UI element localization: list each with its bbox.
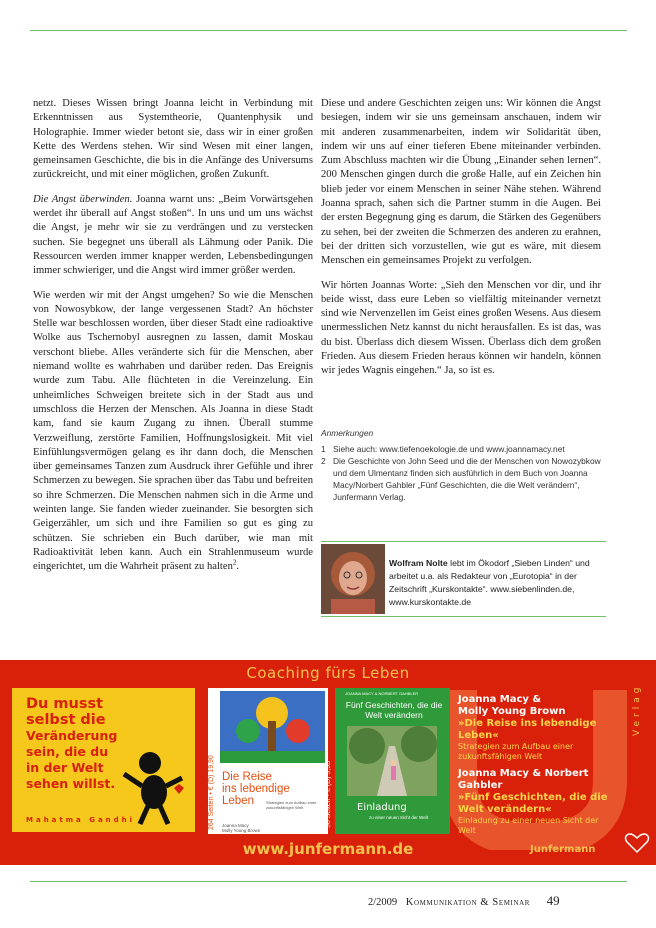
divider bbox=[321, 616, 606, 617]
book-cover-photo bbox=[347, 726, 437, 796]
note-number: 2 bbox=[321, 456, 326, 466]
left-column bbox=[33, 97, 313, 575]
book-spine-text: 264 Seiten • € (D) 19,90 bbox=[208, 755, 215, 830]
book-authors: Joanna Macy Molly Young Brown bbox=[222, 823, 261, 833]
paragraph bbox=[33, 289, 313, 575]
author-box bbox=[321, 541, 606, 617]
paragraph-lead: Die Angst überwinden. bbox=[33, 193, 133, 205]
book-title-line: Die Reise bbox=[222, 771, 272, 783]
paragraph-end: . bbox=[236, 561, 240, 573]
book-title: Fünf Geschichten, die die Welt verändern bbox=[345, 700, 443, 720]
author-photo bbox=[321, 544, 385, 614]
paragraph: Wir hörten Joannas Worte: „Sieh den Menschen vor dir, und ihr beide wisst, dass eure Leben so vielfältig miteinander vernetzt sind wie Nervenzellen im Geist eines großen Wesens. Aus diesem unermesslichen Netz kannst du nicht herausfallen. Es ist das, was du bist. Überlass dich diesem Wissen. Überlass dich dem großen Frieden. Aus diesem Frieden heraus können wir handeln, können wir jedes Wagnis eingehen.“ Ja, so ist es. bbox=[321, 279, 601, 377]
note-text: Die Geschichte von John Seed und die der Menschen von Nowozybkow und dem Ulmentanz finden sich ausführlich in dem Buch von Joanna Macy/Norbert Gahbler „Fünf Geschichten, die die Welt verändern“, Junfermann Verlag. bbox=[333, 456, 601, 502]
page-number: 49 bbox=[546, 893, 560, 908]
book-title: »Die Reise ins lebendige Leben« bbox=[458, 718, 597, 741]
book-subtitle: Einladung zu einer neuen Sicht der Welt bbox=[458, 816, 599, 835]
issue-number: 2/2009 bbox=[368, 897, 398, 908]
page-footer bbox=[368, 893, 560, 909]
ad-brand: Junfermann bbox=[530, 844, 596, 855]
paragraph-text: Joanna warnt uns: „Beim Vorwärtsgehen werdet ihr überall auf Angst stoßen“. In uns und um uns wächst die Angst, je mehr wir sie zu verdrängen und zu verstecken suchen. Sie begegnet uns überall als Lähmung oder Panik. Die Ressourcen werden immer knapper werden, Lebensbedingungen immer schwieriger, und die Angst wird immer größer werden. bbox=[33, 193, 313, 277]
quote-line: sein, die du bbox=[26, 744, 109, 759]
paragraph: netzt. Dieses Wissen bringt Joanna leicht in Verbindung mit Erkenntnissen aus Systemtheorie, Quantenphysik und Holographie. Immer wieder betont sie, dass wir in einer großen Kette des Werdens stehen. Wir sind Wesen mit einer langen, gemeinsamen Geschichte, die bis in die Anfänge des Universums zurückreicht, und mit einer möglichen, großen Zukunft. bbox=[33, 98, 313, 181]
book-authors: Molly Young Brown bbox=[458, 706, 566, 717]
note-number: 1 bbox=[321, 444, 326, 454]
book-title: »Fünf Geschichten, die die Welt verändern« bbox=[458, 792, 608, 815]
bottom-rule bbox=[30, 881, 627, 882]
ad-headline: Coaching fürs Leben bbox=[246, 664, 410, 682]
author-bio-text: lebt im Ökodorf „Sieben Linden“ und arbeitet u.a. als Redakteur von „Eurotopia“ in der Zeitschrift „Kurskontakte“. www.siebenlinden.de, www.kurskontakte.de bbox=[389, 558, 590, 607]
book-tagline-sub: zu einer neuen Sicht der Welt bbox=[369, 815, 428, 820]
book-authors: JOANNA MACY & NORBERT GAHBLER bbox=[345, 691, 419, 696]
book-cover-art bbox=[220, 691, 325, 763]
book-title-line: ins lebendige bbox=[222, 783, 290, 795]
advertisement[interactable] bbox=[0, 660, 656, 865]
ad-url[interactable]: www.junfermann.de bbox=[242, 840, 414, 858]
book-spine-text: 96 Seiten • € (D) 9,95 bbox=[325, 760, 332, 828]
notes-heading: Anmerkungen bbox=[321, 428, 374, 438]
book-tagline: Einladung bbox=[357, 802, 407, 813]
quote-line: selbst die bbox=[26, 712, 106, 728]
note-item bbox=[321, 455, 606, 503]
book-title-line: Leben bbox=[222, 795, 254, 807]
top-rule bbox=[30, 30, 627, 31]
quote-line: sehen willst. bbox=[26, 776, 116, 791]
footnotes bbox=[321, 427, 606, 503]
quote-line: Veränderung bbox=[26, 728, 118, 743]
author-bio bbox=[389, 557, 609, 609]
ad-book-info bbox=[458, 694, 618, 836]
quote-line: Du musst bbox=[26, 696, 104, 712]
author-name: Wolfram Nolte bbox=[389, 558, 448, 568]
book-subtitle: Strategien zum Aufbau einer zukunftsfähigen Welt bbox=[266, 800, 317, 810]
book-subtitle: Strategien zum Aufbau einer zukunftsfähigen Welt bbox=[458, 742, 574, 761]
quote-author: Mahatma Gandhi bbox=[26, 816, 136, 824]
paragraph-text: Wie werden wir mit der Angst umgehen? So wie die Menschen von Nowosybkow, der lange vergessenen Stadt? An höchster Stelle war beschlossen worden, über dieser Stadt eine radioaktive Wolke aus Tschernobyl ausregnen zu lassen, damit Moskau verschont bliebe. Alles veränderte sich für die Menschen, aber niemand wollte es wahrhaben und darüber reden. Das Ereignis wurde zum Tabu. Alle flüchteten in die Vereinzelung. Ein unheimliches Schweigen breitete sich in der Stadt aus und umschloss die Herzen der Menschen. Als Joanna in diese Stadt kam, fand sie kaum Zugang zu ihnen. Überall stumme Verzweiflung, zerstörte Familien, Hoffnungslosigkeit. Mit viel Einfühlungsvermögen gelang es ihr dann doch, die Menschen über gemeinsames Tanzen zum Ausdruck ihrer Gefühle und ihrer Schmerzen zu bewegen. Sie sprachen über das Tabu und befreiten so ihre Schmerzen. Die Menschen nahmen sich in die Arme und weinten lange. Sie fanden wieder zueinander. Sie besorgten sich Geigerzähler, um sich und ihre Familien so gut es ging zu schützen. Sie schrieben ein Buch darüber, wie man mit Radioaktivität leben kann. Auch ein Strahlenmuseum wurde eingerichtet, um die Wahrheit präsent zu halten bbox=[33, 289, 313, 573]
right-column bbox=[321, 97, 601, 389]
quote-box bbox=[12, 688, 195, 832]
footnote-ref[interactable]: 2 bbox=[232, 558, 237, 567]
heart-icon bbox=[624, 830, 650, 854]
book-authors: Joanna Macy & bbox=[458, 694, 542, 705]
book-cover-geschichten[interactable] bbox=[325, 688, 450, 834]
book-authors: Joanna Macy & Norbert Gahbler bbox=[458, 768, 589, 791]
book-cover-reise[interactable] bbox=[208, 688, 328, 834]
paragraph bbox=[33, 193, 313, 279]
note-text: Siehe auch: www.tiefenoekologie.de und www.joannamacy.net bbox=[333, 444, 565, 454]
note-item bbox=[321, 443, 606, 455]
paragraph: Diese und andere Geschichten zeigen uns: Wir können die Angst besiegen, indem wir sie uns gemeinsam anschauen, indem wir mit anderen zusammenarbeiten, indem wir Solidarität üben, indem wir uns auf einer tieferen Ebene miteinander verbinden. Zum Abschluss machten wir die Übung „Einander sehen lernen“. 200 Menschen gingen durch die große Halle, auf ein Zeichen hin blieb jeder vor einem Menschen in seiner Nähe stehen. Während Joanna sprach, sahen sich die Partner stumm in die Augen. Bei der ersten Begegnung ging es darum, die Stärken des Gegenübers zu sehen, bei der zweiten die Schmerzen des anderen zu erahnen, bei der dritten sich vorzustellen, wie gut es wäre, mit diesem Menschen ein gemeinsames Projekt zu verfolgen. bbox=[321, 98, 601, 267]
quote-line: in der Welt bbox=[26, 760, 104, 775]
magazine-title: Kommunikation & Seminar bbox=[405, 897, 531, 908]
verlag-label: Verlag bbox=[632, 683, 642, 736]
divider bbox=[321, 541, 606, 542]
